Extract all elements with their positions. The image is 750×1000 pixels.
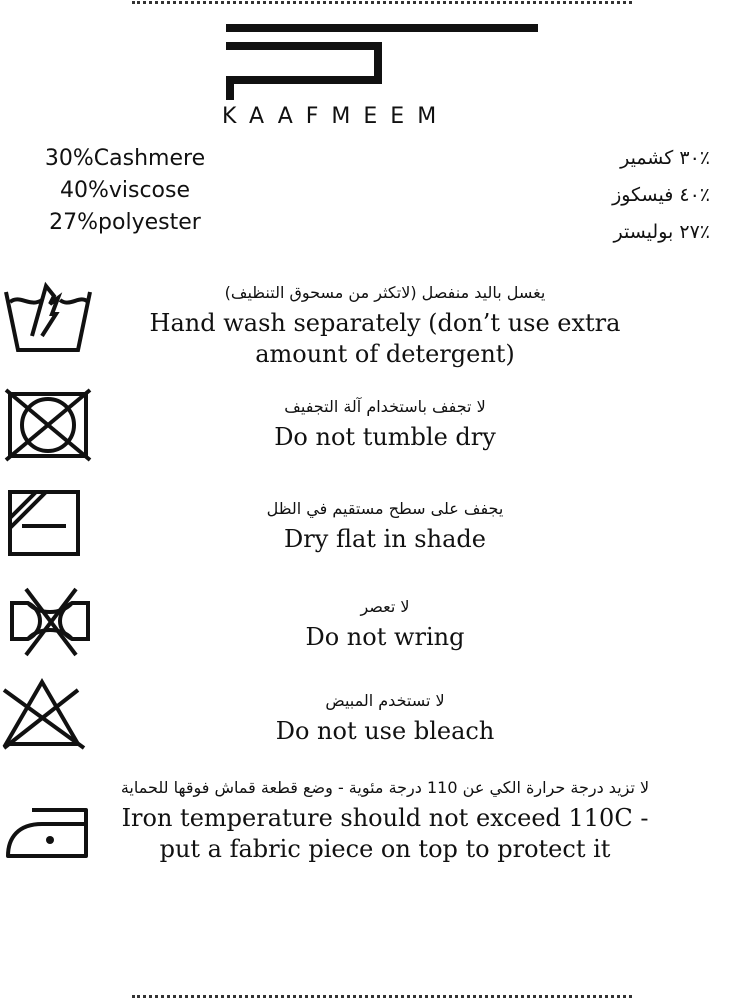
care-english-text: Do not wring [305, 623, 465, 651]
composition-arabic-line: ٪٣٠ كشمير [620, 147, 710, 169]
care-arabic-text: لا تستخدم المبيض [325, 691, 445, 710]
care-instruction-iron [100, 773, 670, 865]
care-instruction-bleach [100, 686, 670, 747]
care-instruction-dry-flat [100, 494, 670, 555]
composition-arabic [500, 140, 710, 251]
composition-english-line: 40%viscose [59, 178, 191, 203]
care-english-text: put a fabric piece on top to protect it [159, 835, 611, 863]
dry-flat-in-shade-icon [2, 488, 94, 564]
care-arabic-text: يجفف على سطح مستقيم في الظل [266, 499, 504, 518]
care-instruction-wring [100, 592, 670, 653]
care-arabic-text: لا تزيد درجة حرارة الكي عن 110 درجة مئوية - وضع قطعة قماش فوقها للحماية [120, 778, 650, 797]
care-instruction-tumble-dry [100, 392, 670, 453]
care-english-text: Hand wash separately (don’t use extra [149, 309, 621, 337]
do-not-bleach-icon [2, 676, 94, 752]
composition-english [10, 143, 240, 239]
composition-arabic-line: ٪٢٧ بوليستر [613, 221, 710, 243]
care-instruction-hand-wash [100, 278, 670, 370]
do-not-wring-icon [2, 585, 94, 661]
brand-name: KAAFMEEM [222, 104, 450, 129]
composition-arabic-line: ٪٤٠ فيسكوز [612, 184, 710, 206]
care-english-text: Do not tumble dry [274, 423, 496, 451]
iron-low-temperature-icon [2, 798, 94, 874]
care-english-text: amount of detergent) [255, 340, 515, 368]
hand-wash-icon [2, 278, 94, 354]
care-arabic-text: لا تجفف باستخدام آلة التجفيف [284, 397, 486, 416]
composition-english-line: 27%polyester [49, 210, 201, 235]
top-dotted-border [132, 1, 632, 4]
composition-english-line: 30%Cashmere [44, 146, 206, 171]
care-english-text: Iron temperature should not exceed 110C - [121, 804, 649, 832]
kaafmeem-logo-icon [222, 24, 542, 104]
care-english-text: Dry flat in shade [284, 525, 486, 553]
care-arabic-text: يغسل باليد منفصل (لاتكثر من مسحوق التنظيف) [224, 283, 546, 302]
bottom-dotted-border [132, 995, 632, 998]
care-arabic-text: لا تعصر [360, 597, 410, 616]
care-english-text: Do not use bleach [275, 717, 495, 745]
do-not-tumble-dry-icon [2, 388, 94, 464]
